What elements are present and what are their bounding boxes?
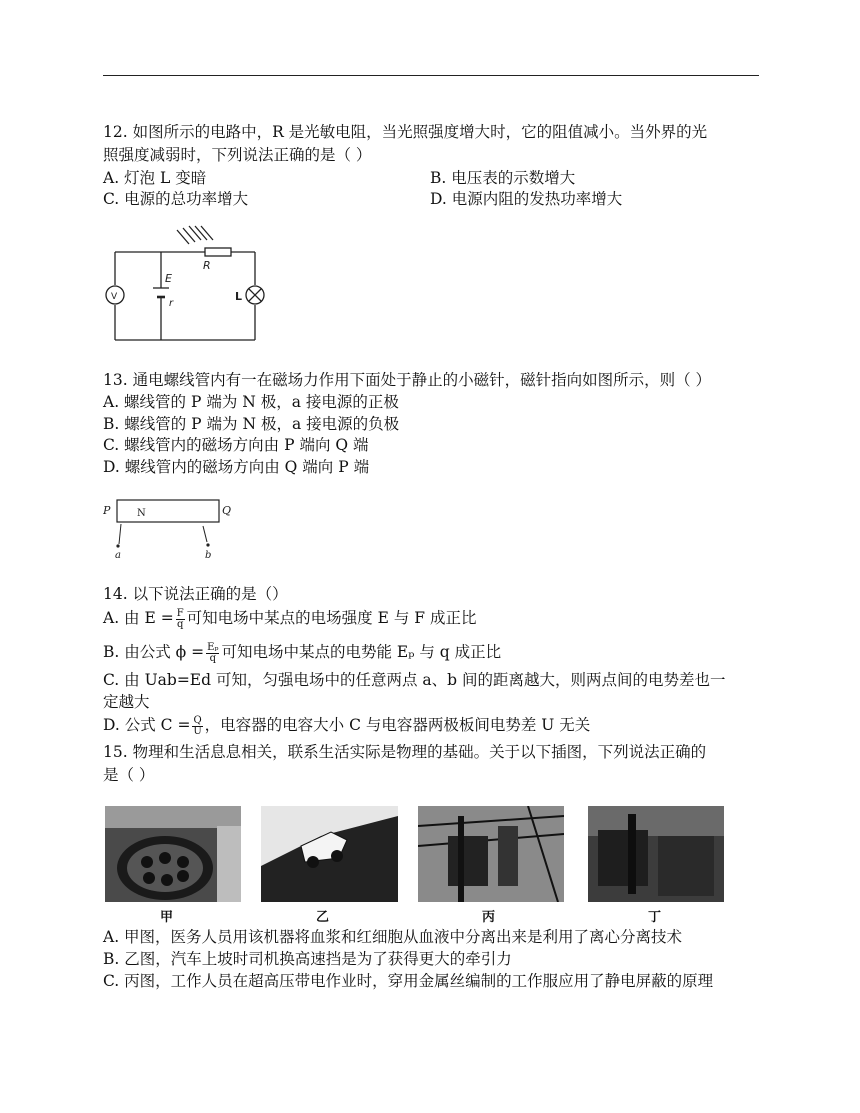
label-q: Q <box>222 504 232 517</box>
photo-centrifuge <box>105 806 241 902</box>
q12-stem-line1: 12. 如图所示的电路中，R 是光敏电阻，当光照强度增大时，它的阻值减小。当外界的光 <box>103 123 708 141</box>
q14-d-fraction <box>192 716 202 737</box>
caption-bing: 丙 <box>482 910 496 925</box>
q15-stem-line1: 15. 物理和生活息息相关，联系生活实际是物理的基础。关于以下插图，下列说法正确的 <box>103 743 707 761</box>
photo-car-slope <box>261 806 398 902</box>
q14-b-num: Eₚ <box>207 641 219 653</box>
photo-dark-scene <box>588 806 724 902</box>
q13-option-b: B. 螺线管的 P 端为 N 极，a 接电源的负极 <box>103 415 400 433</box>
label-r-internal: r <box>169 298 174 309</box>
q14-option-d <box>103 715 590 737</box>
photo-high-voltage <box>418 806 564 902</box>
label-n: N <box>137 508 146 519</box>
q14-b-post: 可知电场中某点的电势能 Eₚ 与 q 成正比 <box>221 643 502 661</box>
label-p: P <box>103 504 111 517</box>
q14-a-den: q <box>176 618 184 630</box>
q14-d-den: U <box>193 725 202 737</box>
label-lamp: L <box>235 290 243 303</box>
q13-stem: 13. 通电螺线管内有一在磁场力作用下面处于静止的小磁针，磁针指向如图所示，则（ ） <box>103 371 712 389</box>
q14-a-post: 可知电场中某点的电场强度 E 与 F 成正比 <box>186 609 477 627</box>
q14-b-fraction <box>206 643 219 664</box>
q14-d-num: Q <box>193 714 202 726</box>
caption-yi: 乙 <box>316 910 330 925</box>
q14-d-pre: D. 公式 C = <box>103 716 191 734</box>
q14-a-num: F <box>176 607 184 619</box>
q15-option-a: A. 甲图，医务人员用该机器将血浆和红细胞从血液中分离出来是利用了离心分离技术 <box>103 928 683 946</box>
q14-a-pre: A. 由 E = <box>103 609 174 627</box>
label-e: E <box>165 272 172 285</box>
q14-d-post: ，电容器的电容大小 C 与电容器两极板间电势差 U 无关 <box>204 716 591 734</box>
label-b: b <box>205 550 212 561</box>
q12-circuit-diagram <box>103 224 268 346</box>
caption-jia: 甲 <box>160 910 174 925</box>
q12-option-c: C. 电源的总功率增大 <box>103 190 249 208</box>
caption-ding: 丁 <box>648 910 662 925</box>
q13-solenoid-diagram <box>103 496 238 562</box>
header-rule <box>103 75 759 76</box>
q14-b-pre: B. 由公式 ϕ = <box>103 643 205 661</box>
q14-option-c-line1: C. 由 Uab=Ed 可知，匀强电场中的任意两点 a、b 间的距离越大，则两点间的电势差也一 <box>103 671 726 689</box>
label-voltmeter: V <box>111 292 118 302</box>
q14-b-den: q <box>209 652 217 664</box>
q12-option-d: D. 电源内阻的发热功率增大 <box>430 190 623 208</box>
q12-option-a: A. 灯泡 L 变暗 <box>103 169 207 187</box>
q15-stem-line2: 是（ ） <box>103 766 155 784</box>
q13-option-c: C. 螺线管内的磁场方向由 P 端向 Q 端 <box>103 436 369 454</box>
q12-stem-line2: 照强度减弱时，下列说法正确的是（ ） <box>103 146 372 164</box>
q14-option-b <box>103 642 501 664</box>
label-r-resistor: R <box>203 259 211 272</box>
q13-option-a: A. 螺线管的 P 端为 N 极，a 接电源的正极 <box>103 393 399 411</box>
q14-option-a <box>103 608 476 630</box>
q14-a-fraction <box>176 609 185 630</box>
q15-option-b: B. 乙图，汽车上坡时司机换高速挡是为了获得更大的牵引力 <box>103 950 512 968</box>
q13-option-d: D. 螺线管内的磁场方向由 Q 端向 P 端 <box>103 458 370 476</box>
q15-option-c: C. 丙图，工作人员在超高压带电作业时，穿用金属丝编制的工作服应用了静电屏蔽的原理 <box>103 972 714 990</box>
label-a: a <box>115 550 121 561</box>
q14-option-c-line2: 定越大 <box>103 693 150 711</box>
q14-stem: 14. 以下说法正确的是（） <box>103 585 288 603</box>
q12-option-b: B. 电压表的示数增大 <box>430 169 576 187</box>
